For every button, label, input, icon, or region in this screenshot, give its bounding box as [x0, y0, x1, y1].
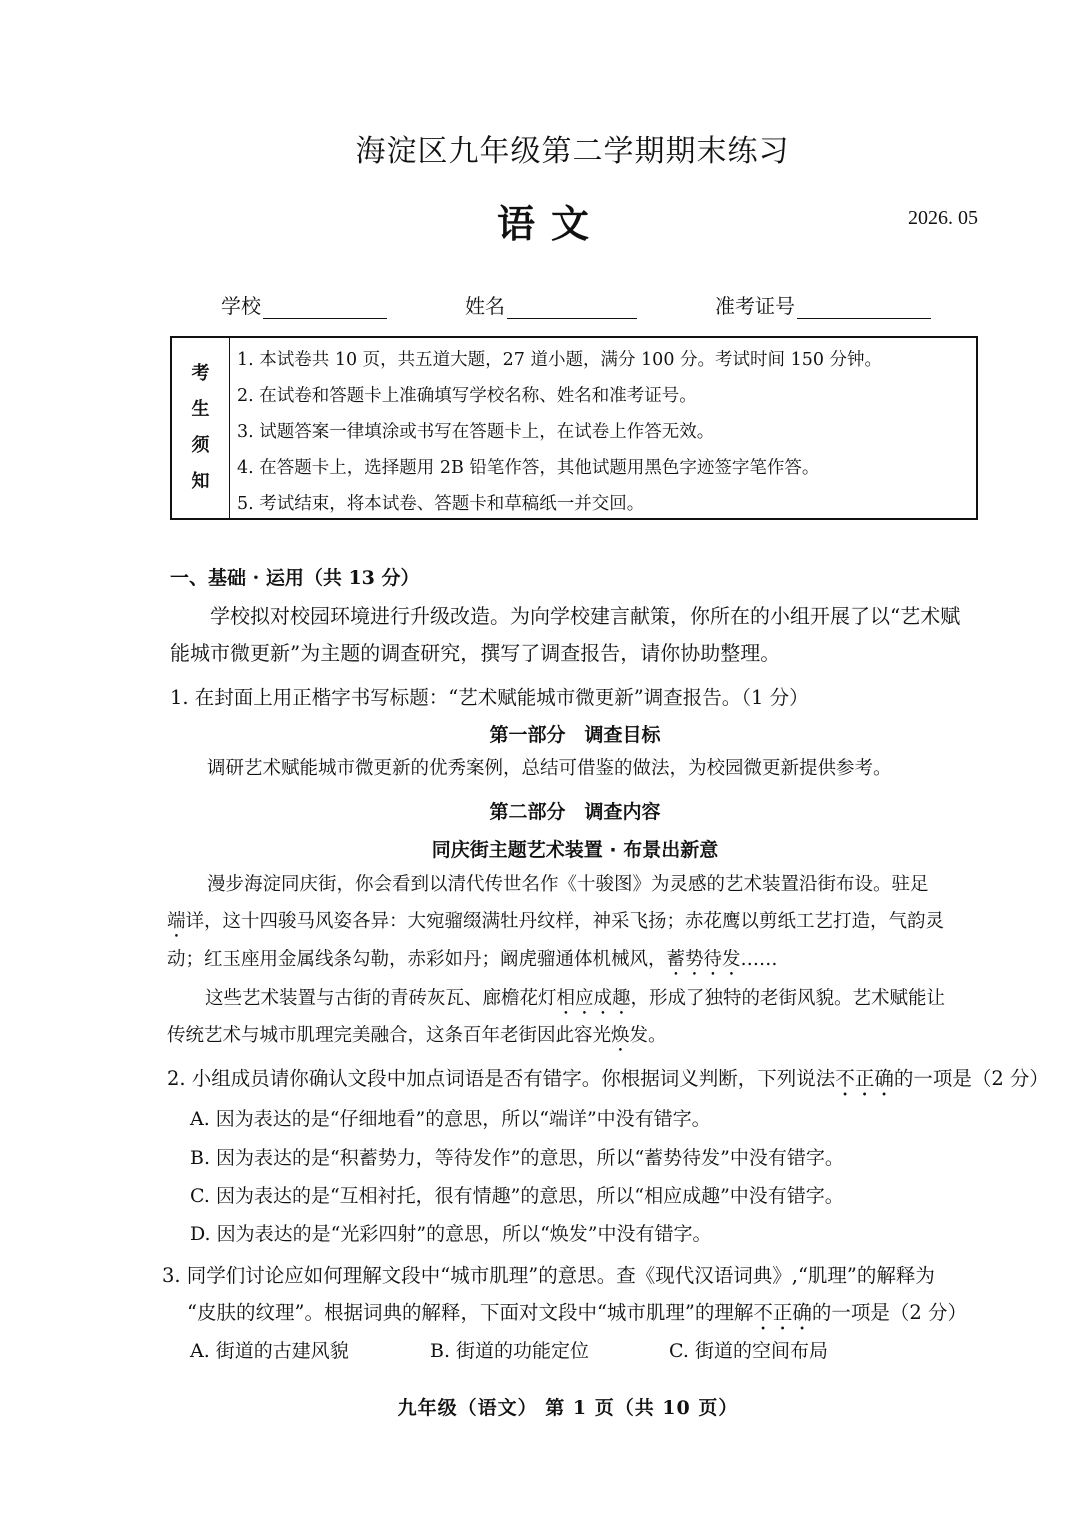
exam-date: 2026. 05	[908, 207, 978, 229]
passage-line	[205, 980, 945, 1019]
part2-subheading: 同庆街主题艺术装置 · 布景出新意	[431, 839, 719, 861]
question-2	[167, 1063, 1049, 1101]
subject-title: 语文	[496, 201, 605, 246]
section-heading: 一、基础 · 运用（共 13 分）	[170, 567, 420, 589]
question-3: 3. 同学们讨论应如何理解文段中“城市肌理”的意思。查《现代汉语词典》,“肌理”的解释为	[162, 1264, 935, 1287]
notice-item: 4. 在答题卡上，选择题用 2B 铅笔作答，其他试题用黑色字迹签字笔作答。	[237, 458, 820, 478]
passage-text: ，形成了独特的老街风貌。艺术赋能让	[630, 988, 946, 1009]
passage-text: 这些艺术装置与古街的青砖灰瓦、廊檐花灯	[205, 988, 557, 1009]
notice-item: 2. 在试卷和答题卡上准确填写学校名称、姓名和准考证号。	[237, 386, 697, 406]
question-text: “皮肤的纹理”。根据词典的解释，下面对文段中“城市肌理”的理解	[187, 1301, 754, 1324]
passage-line	[167, 1017, 667, 1056]
dotted-word: 端	[167, 911, 186, 932]
question-text: 2. 小组成员请你确认文段中加点词语是否有错字。你根据词义判断，下列说法	[167, 1067, 836, 1090]
dotted-word: 相应成趣	[556, 988, 631, 1009]
notice-box	[170, 336, 978, 520]
part1-heading: 第一部分 调查目标	[489, 724, 661, 746]
passage-text: 传统艺术与城市肌理完美融合，这条百年老街因此容光	[167, 1025, 612, 1046]
name-field[interactable]	[465, 290, 637, 319]
notice-item: 3. 试题答案一律填涂或书写在答题卡上，在试卷上作答无效。	[237, 422, 715, 442]
passage-line	[167, 903, 944, 942]
passage-text: 动；红玉座用金属线条勾勒，赤彩如丹；阚虎骝通体机械风，	[167, 949, 667, 970]
option-b: B. 因为表达的是“积蓄势力，等待发作”的意思，所以“蓄势待发”中没有错字。	[190, 1147, 844, 1169]
school-label: 学校	[221, 294, 261, 318]
passage-text: 发。	[629, 1025, 667, 1046]
notice-item: 5. 考试结束，将本试卷、答题卡和草稿纸一并交回。	[237, 494, 645, 514]
page-footer: 九年级（语文） 第 1 页（共 10 页）	[397, 1397, 739, 1419]
question-text: 的一项是（2 分）	[893, 1067, 1049, 1090]
school-field[interactable]	[221, 290, 387, 319]
passage-text: 详，这十四骏马风姿各异：大宛骝缀满牡丹纹样，神采飞扬；赤花鹰以剪纸工艺打造，气韵灵	[185, 911, 945, 932]
question-1: 1. 在封面上用正楷字书写标题：“艺术赋能城市微更新”调查报告。（1 分）	[170, 686, 809, 709]
option-c: C. 因为表达的是“互相衬托，很有情趣”的意思，所以“相应成趣”中没有错字。	[190, 1185, 844, 1207]
passage-line: 漫步海淀同庆街，你会看到以清代传世名作《十骏图》为灵感的艺术装置沿街布设。驻足	[207, 874, 929, 895]
notice-list	[230, 338, 976, 518]
question-3-cont	[187, 1297, 967, 1335]
dotted-word: 不正确	[753, 1301, 812, 1324]
notice-head-char: 须	[191, 435, 210, 456]
section-intro: 学校拟对校园环境进行升级改造。为向学校建言献策，你所在的小组开展了以“艺术赋能城市微更新”为主题的调查研究，撰写了调查报告，请你协助整理。	[170, 604, 961, 665]
notice-item: 1. 本试卷共 10 页，共五道大题，27 道小题，满分 100 分。考试时间 150 分钟。	[237, 350, 883, 370]
dotted-word: 蓄势待发	[666, 949, 741, 970]
part2-heading: 第二部分 调查内容	[489, 801, 661, 823]
school-blank[interactable]	[263, 294, 387, 319]
dotted-word: 焕	[611, 1025, 630, 1046]
option-d: D. 因为表达的是“光彩四射”的意思，所以“焕发”中没有错字。	[190, 1223, 712, 1245]
dotted-word: 不正确	[835, 1067, 894, 1090]
notice-heading	[172, 338, 230, 518]
notice-head-char: 考	[191, 363, 210, 384]
name-label: 姓名	[465, 294, 505, 318]
passage-text: ……	[740, 949, 778, 970]
option-c: C. 街道的空间布局	[669, 1340, 828, 1362]
option-b: B. 街道的功能定位	[430, 1340, 590, 1362]
passage-line	[167, 941, 778, 980]
option-a: A. 因为表达的是“仔细地看”的意思，所以“端详”中没有错字。	[190, 1108, 711, 1130]
question-text: 的一项是（2 分）	[811, 1301, 968, 1324]
notice-head-char: 生	[191, 399, 210, 420]
option-a: A. 街道的古建风貌	[190, 1340, 349, 1362]
name-blank[interactable]	[507, 294, 637, 319]
exam-id-field[interactable]	[715, 290, 931, 319]
exam-id-blank[interactable]	[797, 294, 931, 319]
notice-head-char: 知	[191, 471, 210, 492]
exam-title: 海淀区九年级第二学期期末练习	[355, 134, 790, 169]
part1-text: 调研艺术赋能城市微更新的优秀案例，总结可借鉴的做法，为校园微更新提供参考。	[207, 758, 892, 779]
exam-id-label: 准考证号	[715, 294, 795, 318]
